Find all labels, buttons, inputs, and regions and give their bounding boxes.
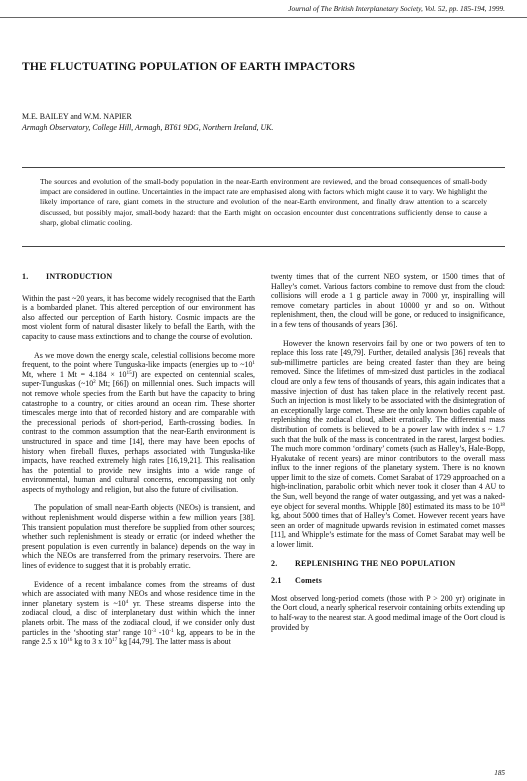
paragraph: Most observed long-period comets (those with P > 200 yr) originate in the Oort cloud, a nearly spherical reservoir containing orbits extending up to half-way to the nearest star. A good medimal image of the Oort cloud is provided by (271, 593, 505, 632)
section-title: REPLENISHING THE NEO POPULATION (295, 558, 456, 568)
superscript: -1 (169, 627, 174, 634)
header-rule (0, 17, 527, 18)
text-run: kg to 3 x 10 (72, 637, 113, 647)
paragraph (22, 351, 255, 495)
paragraph (271, 339, 505, 550)
superscript: 17 (112, 637, 118, 644)
affiliation: Armagh Observatory, College Hill, Armagh, BT61 9DG, Northern Ireland, UK. (22, 122, 274, 132)
superscript: 1 (252, 360, 255, 367)
superscript: 4 (125, 598, 129, 605)
paper-title: THE FLUCTUATING POPULATION OF EARTH IMPACTORS (22, 60, 356, 73)
page-number: 185 (494, 769, 505, 777)
authors: M.E. BAILEY and W.M. NAPIER (22, 112, 132, 121)
superscript: 16 (67, 637, 73, 644)
author-block (22, 112, 273, 133)
text-run: However the known reservoirs fail by one or two powers of ten to replace this loss rate [49,79]. Further, detailed analysis [36] reveals that sub-millimetre particles are being created faster than they are being removed. Since the lifetimes of mm-sized dust particles in the zodiacal cloud are only a few tens of thousands of years, this again indicates that a massive injection of dust has taken place in the relatively recent past. Such an injection is most likely to be associated with the disintegration of an exceptionally large comet. These are the only known bodies capable of replenishing the zodiacal cloud, albeit erratically. The differential mass distribution of comets is believed to be a power law with index s ~ 1.7 such that the bulk of the mass is concentrated in the rarest, largest bodies. The much more common ‘ordinary’ comets (such as Halley’s, Hale-Bopp, Hyakutake of recent years) are minor contributors to the overall mass influx to the inner regions of the planetary system. There is no known upper limit to the size of comets. Comet Sarabat of 1729 approached on a high-inclination, parabolic orbit which never took it closer than 4 AU to the Sun, well beyond the range of water outgassing, and yet was a naked-eye object for several months. Whipple [80] estimated its mass to be 10 (271, 338, 505, 511)
paragraph: Within the past ~20 years, it has become widely recognised that the Earth is a bombarded planet. This altered perception of our environment has also affected our perception of Earth history. Cosmic impacts are the most violent form of natural disaster likely to befall the Earth, with the capacity to cause mass extinctions and to change the course of evolution. (22, 293, 255, 341)
right-column (271, 272, 505, 641)
superscript: 2 (93, 379, 96, 386)
subsection-heading-comets (271, 576, 505, 586)
text-run: -10 (155, 627, 170, 637)
superscript: -3 (151, 627, 156, 634)
section-number: 1. (22, 272, 29, 281)
abstract-rule-bottom (22, 246, 505, 247)
superscript: 18 (499, 501, 505, 508)
paragraph: The population of small near-Earth objects (NEOs) is transient, and without replenishment would disperse within a few million years [38]. This transient population must therefore be supplied from other sources; whether such replenishment is steady or erratic (or indeed whether the present population is even currently in balance) depends on the way in which the NEOs are transferred from the primary reservoirs. There are lines of evidence to suggest that it is probably erratic. (22, 503, 255, 571)
subsection-number: 2.1 (271, 576, 282, 586)
text-run: kg, about 5000 times that of Halley’s Comet. However recent years have seen an order of magnitude upwards revision in estimated comet masses [11], and Whipple’s estimate for the mass of Comet Sarabat may well be a lower limit. (271, 511, 505, 550)
section-heading-replenishing (271, 559, 505, 569)
section-heading-introduction (22, 272, 255, 282)
superscript: 15 (126, 369, 132, 376)
section-number: 2. (271, 558, 278, 568)
section-title: INTRODUCTION (46, 272, 113, 281)
text-run: kg [44,79]. The latter mass is about (117, 637, 231, 647)
abstract-rule-top (22, 167, 505, 168)
paragraph: twenty times that of the current NEO system, or 1500 times that of Halley’s comet. Various factors combine to remove dust from the cloud: collisions will erode a 1 g particle away in 7000 yr, inspiralling will remove cometary particles in about 10000 yr and so on. Without replenishment, then, the cloud will be gone, or reduced to insignificance, in a few tens of thousands of years [36]. (271, 272, 505, 329)
text-run: J) are expected on centennial scales, super-Tunguskas (~10 (22, 369, 255, 389)
subsection-title: Comets (295, 576, 322, 586)
text-run: Mt, where 1 Mt = 4.184 × 10 (22, 369, 127, 379)
text-run: kg, appears to be in the range 2.5 x 10 (22, 627, 255, 647)
abstract: The sources and evolution of the small-body population in the near-Earth environment are reviewed, and the broad consequences of small-body impact are considered in outline. Uncertainties in the impact rate are emphasised along with factors which might cause it to vary. We highlight the likely importance of rare, giant comets in the structure and evolution of the near-Earth environment, and finally draw attention to a scarcely discussed, but possibly major, small-body hazard: that the Earth might on occasion encounter dust concentrations sufficiently dense to cause a sharp, global climatic cooling. (40, 177, 487, 227)
left-column (22, 272, 255, 656)
journal-header: Journal of The British Interplanetary Society, Vol. 52, pp. 185-194, 1999. (288, 4, 505, 13)
text-run: Evidence of a recent imbalance comes from the streams of dust which are associated with many NEOs and whose residence time in the inner planetary system is ~10 (22, 579, 255, 608)
text-run: yr. These streams disperse into the zodiacal cloud, a disc of interplanetary dust within which the inner planets orbit. The mass of the zodiacal cloud, if we consider only dust particles in the ‘shooting star’ range 10 (22, 598, 255, 637)
paragraph (22, 580, 255, 647)
text-run: Mt; [66]) on millennial ones. Such impacts will not remove whole species from the Earth but have the capacity to bring catastrophe to a country, or cities around an ocean rim. These shorter timescales merge into that of recorded history and are comparable with the precessional periods of short-period, Earth-crossing bodies. In contrast to the common assumption that the near-Earth environment is unstructured in space and time [14], there may have been epochs of history when fireball fluxes, perhaps associated with Tunguska-like impacts, have reached extremely high rates [16,19,21]. This realisation has the potential to provide new insights into a wide range of environmental, human and cultural concerns, encompassing not only aspects of mythology and religion, but also the future of civilisation. (22, 379, 255, 494)
text-run: As we move down the energy scale, celestial collisions become more frequent, to the point where Tunguska-like impacts (energies up to ~10 (22, 350, 255, 370)
